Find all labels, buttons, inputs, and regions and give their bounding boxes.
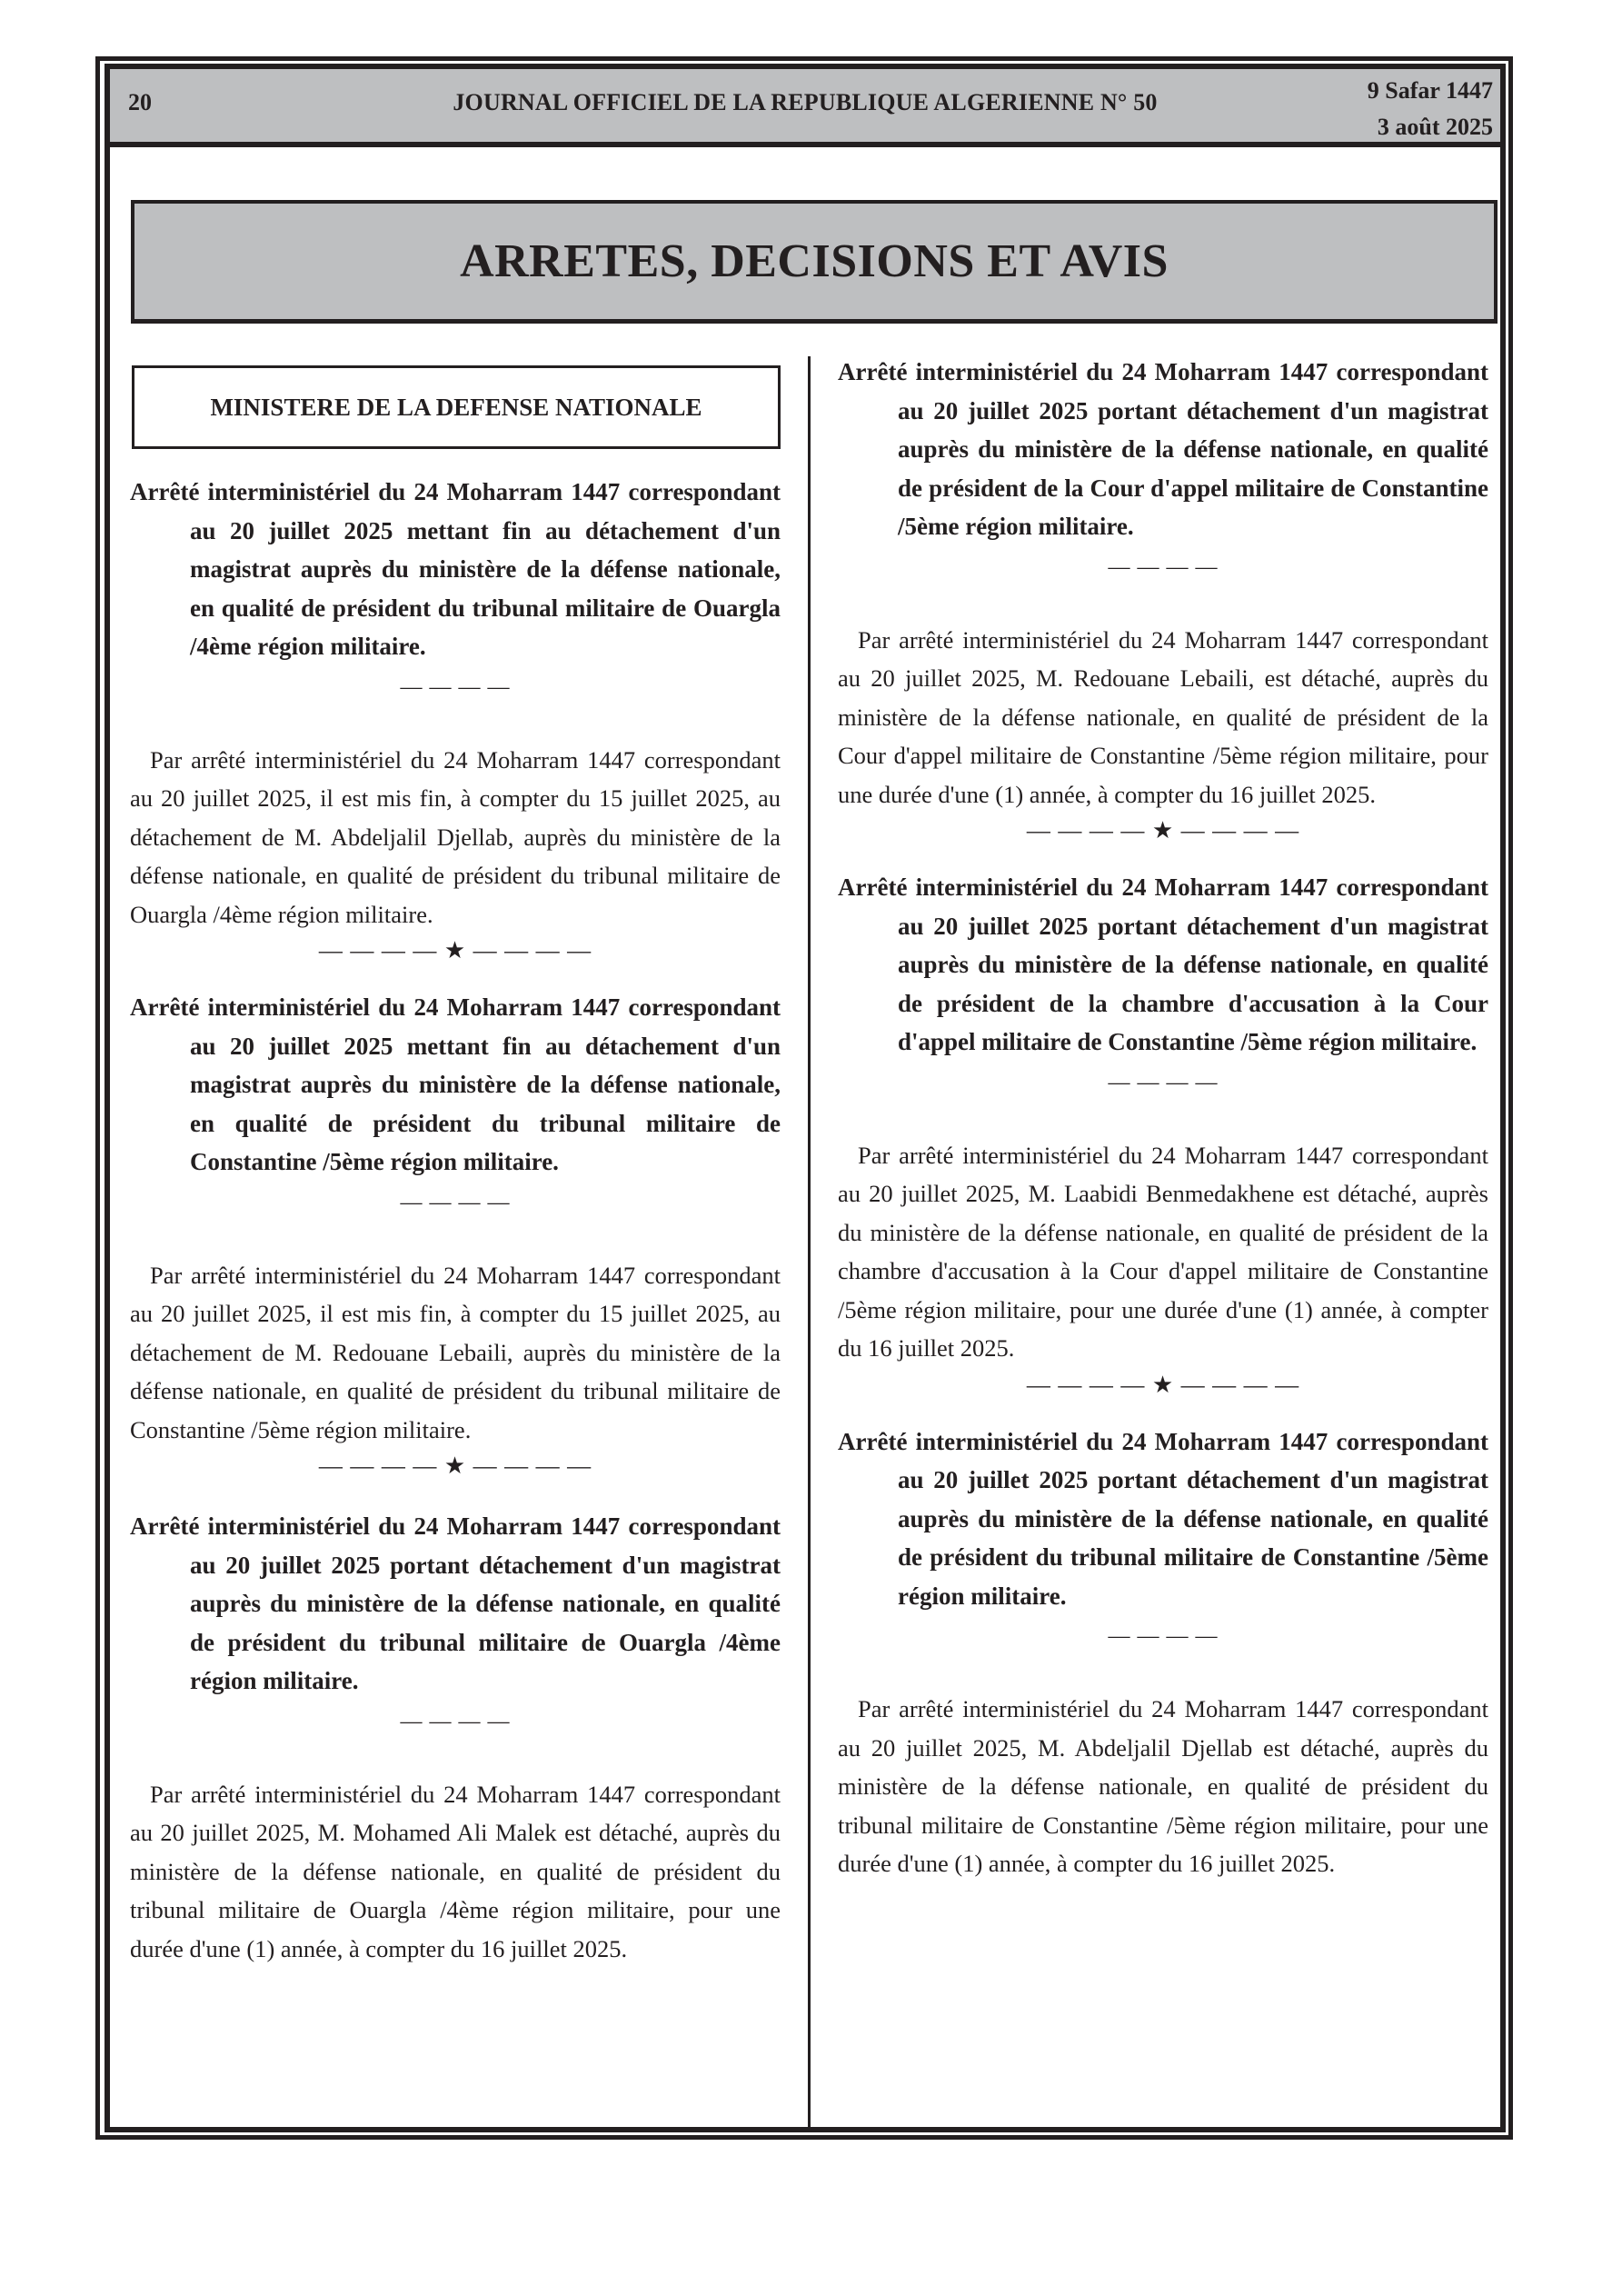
decree-heading: Arrêté interministériel du 24 Moharram 1447 correspondant au 20 juillet 2025 portant détachement d'un magistrat auprès du ministère de la défense nationale, en qualité de président de la chambre d'accusation à la Cour d'appel militaire de Constantine /5ème région militaire. (838, 873, 1488, 1055)
ministry-name: MINISTERE DE LA DEFENSE NATIONALE (210, 393, 702, 421)
decree-body: Par arrêté interministériel du 24 Moharram 1447 correspondant au 20 juillet 2025, M. Mohamed Ali Malek est détaché, auprès du ministère de la défense nationale, en qualité de président du tribunal militaire de Ouargla /4ème région militaire, pour une durée d'une (1) année, à compter du 16 juillet 2025. (130, 1780, 781, 1962)
page-header (110, 69, 1500, 147)
short-separator: — — — — (1108, 1070, 1219, 1094)
page-number: 20 (128, 89, 152, 115)
decree-entry (838, 868, 1488, 1399)
star-separator: — — — — ★ — — — — (318, 937, 592, 963)
decree-body: Par arrêté interministériel du 24 Moharram 1447 correspondant au 20 juillet 2025, M. Abdeljalil Djellab est détaché, auprès du ministère de la défense nationale, en qualité de président du tribunal militaire de Constantine /5ème région militaire, pour une durée d'une (1) année, à compter du 16 juillet 2025. (838, 1695, 1488, 1877)
star-separator: — — — — ★ — — — — (1026, 817, 1300, 844)
decree-heading: Arrêté interministériel du 24 Moharram 1447 correspondant au 20 juillet 2025 portant détachement d'un magistrat auprès du ministère de la défense nationale, en qualité de président de la Cour d'appel militaire de Constantine /5ème région militaire. (838, 358, 1488, 540)
decree-heading: Arrêté interministériel du 24 Moharram 1447 correspondant au 20 juillet 2025 portant détachement d'un magistrat auprès du ministère de la défense nationale, en qualité de président du tribunal militaire de Constantine /5ème région militaire. (838, 1427, 1488, 1610)
right-column (838, 353, 1488, 1883)
decree-entry (130, 1507, 781, 1968)
section-title-box (131, 200, 1498, 324)
decree-body: Par arrêté interministériel du 24 Moharram 1447 correspondant au 20 juillet 2025, il est mis fin, à compter du 15 juillet 2025, au détachement de M. Abdeljalil Djellab, auprès du ministère de la défense nationale, en qualité de président du tribunal militaire de Ouargla /4ème région militaire. (130, 745, 781, 928)
short-separator: — — — — (400, 1190, 511, 1214)
gregorian-date: 3 août 2025 (1377, 114, 1493, 140)
short-separator: — — — — (1108, 1624, 1219, 1648)
decree-entry (130, 473, 781, 964)
star-separator: — — — — ★ — — — — (318, 1452, 592, 1479)
short-separator: — — — — (1108, 554, 1219, 579)
decree-entry (130, 988, 781, 1480)
decree-heading: Arrêté interministériel du 24 Moharram 1447 correspondant au 20 juillet 2025 mettant fin au détachement d'un magistrat auprès du ministère de la défense nationale, en qualité de président du tribunal militaire de Constantine /5ème région militaire. (130, 993, 781, 1175)
left-column (130, 345, 781, 1968)
hijri-date: 9 Safar 1447 (1367, 77, 1493, 104)
star-separator: — — — — ★ — — — — (1026, 1371, 1300, 1398)
journal-title: JOURNAL OFFICIEL DE LA REPUBLIQUE ALGERIENNE N° 50 (453, 89, 1158, 115)
decree-heading: Arrêté interministériel du 24 Moharram 1447 correspondant au 20 juillet 2025 mettant fin au détachement d'un magistrat auprès du ministère de la défense nationale, en qualité de président du tribunal militaire de Ouargla /4ème région militaire. (130, 478, 781, 660)
decree-body: Par arrêté interministériel du 24 Moharram 1447 correspondant au 20 juillet 2025, il est mis fin, à compter du 15 juillet 2025, au détachement de M. Redouane Lebaili, auprès du ministère de la défense nationale, en qualité de président du tribunal militaire de Constantine /5ème région militaire. (130, 1261, 781, 1443)
column-divider (808, 356, 811, 2131)
decree-body: Par arrêté interministériel du 24 Moharram 1447 correspondant au 20 juillet 2025, M. Redouane Lebaili, est détaché, auprès du ministère de la défense nationale, en qualité de président de la Cour d'appel militaire de Constantine /5ème région militaire, pour une durée d'une (1) année, à compter du 16 juillet 2025. (838, 625, 1488, 808)
short-separator: — — — — (400, 1709, 511, 1733)
decree-body: Par arrêté interministériel du 24 Moharram 1447 correspondant au 20 juillet 2025, M. Laabidi Benmedakhene est détaché, auprès du ministère de la défense nationale, en qualité de président de la chambre d'accusation à la Cour d'appel militaire de Constantine /5ème région militaire, pour une durée d'une (1) année, à compter du 16 juillet 2025. (838, 1141, 1488, 1362)
short-separator: — — — — (400, 674, 511, 699)
issue-date (1368, 73, 1493, 145)
section-title: ARRETES, DECISIONS ET AVIS (460, 235, 1169, 287)
decree-entry (838, 353, 1488, 844)
decree-heading: Arrêté interministériel du 24 Moharram 1447 correspondant au 20 juillet 2025 portant détachement d'un magistrat auprès du ministère de la défense nationale, en qualité de président du tribunal militaire de Ouargla /4ème région militaire. (130, 1512, 781, 1694)
decree-entry (838, 1423, 1488, 1883)
ministry-box (132, 365, 781, 449)
